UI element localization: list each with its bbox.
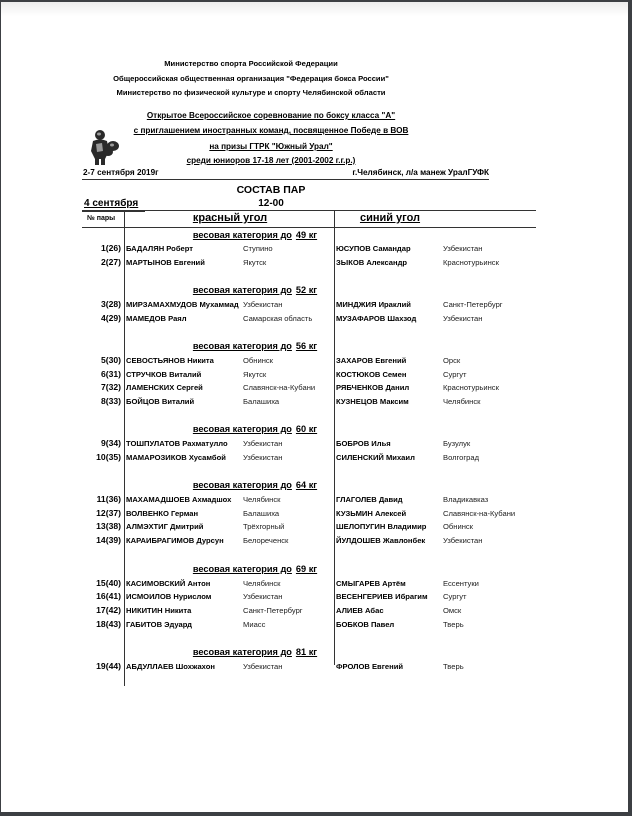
document-page	[1, 2, 628, 812]
blue-boxer-city: Сургут	[443, 592, 467, 601]
red-boxer-city: Миасс	[243, 620, 266, 629]
blue-boxer-city: Обнинск	[443, 522, 474, 531]
blue-boxer-name: СИЛЕНСКИЙ Михаил	[336, 453, 415, 462]
bout-number: 11(36)	[96, 494, 121, 504]
red-boxer-city: Узбекистан	[243, 300, 283, 309]
blue-boxer-city: Тверь	[443, 662, 464, 671]
red-boxer-name: БОЙЦОВ Виталий	[126, 397, 195, 406]
blue-boxer-city: Орск	[443, 356, 461, 365]
red-boxer-name: ЛАМЕНСКИХ Сергей	[126, 383, 203, 392]
title-line-4: среди юниоров 17-18 лет (2001-2002 г.г.р.)	[186, 156, 356, 165]
red-boxer-city: Трёхгорный	[243, 522, 285, 531]
blue-boxer-name: ЗАХАРОВ Евгений	[336, 356, 407, 365]
weight-category-60	[125, 424, 385, 434]
section-title: СОСТАВ ПАР	[236, 184, 306, 196]
title-line-3: на призы ГТРК "Южный Урал"	[209, 142, 333, 151]
blue-boxer-name: БОБКОВ Павел	[336, 620, 395, 629]
red-boxer-name: МИРЗАМАХМУДОВ Мухаммад	[126, 300, 239, 309]
category-weight: 52 кг	[295, 285, 318, 295]
blue-boxer-name: ГЛАГОЛЕВ Давид	[336, 495, 403, 504]
red-boxer-city: Самарская область	[243, 314, 313, 323]
blue-boxer-name: ФРОЛОВ Евгений	[336, 662, 404, 671]
red-boxer-name: АЛМЭХТИГ Дмитрий	[126, 522, 204, 531]
blue-boxer-name: КУЗЬМИН Алексей	[336, 509, 407, 518]
weight-category-56	[125, 341, 385, 351]
red-boxer-city: Санкт-Петербург	[243, 606, 303, 615]
header-divider	[82, 179, 489, 180]
bout-number: 10(35)	[96, 452, 121, 462]
red-boxer-city: Якутск	[243, 370, 267, 379]
bout-number: 14(39)	[96, 535, 121, 545]
red-boxer-city: Узбекистан	[243, 453, 283, 462]
bout-number: 9(34)	[100, 438, 121, 448]
red-boxer-name: КАРАИБРАГИМОВ Дурсун	[126, 536, 224, 545]
bout-number: 13(38)	[96, 521, 121, 531]
blue-boxer-city: Санкт-Петербург	[443, 300, 503, 309]
blue-boxer-name: ЮСУПОВ Самандар	[336, 244, 411, 253]
red-boxer-city: Челябинск	[243, 579, 281, 588]
red-boxer-name: МАРТЫНОВ Евгений	[126, 258, 205, 267]
bout-number: 12(37)	[96, 508, 121, 518]
red-boxer-city: Славянск-на-Кубани	[243, 383, 316, 392]
bout-number: 2(27)	[100, 257, 121, 267]
red-boxer-name: МАМЕДОВ Раял	[126, 314, 187, 323]
category-label: весовая категория до	[192, 341, 292, 351]
bout-number: 16(41)	[96, 591, 121, 601]
red-boxer-name: КАСИМОВСКИЙ Антон	[126, 579, 211, 588]
blue-boxer-name: ВЕСЕНГЕРИЕВ Ибрагим	[336, 592, 428, 601]
event-venue: г.Челябинск, л/а манеж УралГУФК	[352, 168, 489, 177]
blue-boxer-name: КУЗНЕЦОВ Максим	[336, 397, 409, 406]
blue-boxer-city: Сургут	[443, 370, 467, 379]
title-line-1: Открытое Всероссийское соревнование по боксу класса "А"	[146, 111, 396, 120]
bout-number: 17(42)	[96, 605, 121, 615]
weight-category-69	[125, 564, 385, 574]
blue-boxer-city: Тверь	[443, 620, 464, 629]
bout-number: 6(31)	[100, 369, 121, 379]
blue-boxer-city: Бузулук	[443, 439, 471, 448]
blue-boxer-city: Волгоград	[443, 453, 480, 462]
blue-boxer-city: Омск	[443, 606, 462, 615]
category-weight: 81 кг	[295, 647, 318, 657]
boxer-icon	[87, 129, 121, 165]
blue-boxer-city: Славянск-на-Кубани	[443, 509, 516, 518]
red-boxer-name: СТРУЧКОВ Виталий	[126, 370, 202, 379]
weight-category-49	[125, 230, 385, 240]
category-label: весовая категория до	[192, 424, 292, 434]
category-label: весовая категория до	[192, 647, 292, 657]
red-boxer-name: МАМАРОЗИКОВ Хусамбой	[126, 453, 226, 462]
blue-boxer-name: КОСТЮКОВ Семен	[336, 370, 407, 379]
column-header-number: № пары	[87, 215, 116, 222]
red-boxer-name: ВОЛВЕНКО Герман	[126, 509, 199, 518]
blue-boxer-city: Узбекистан	[443, 536, 483, 545]
blue-boxer-name: МУЗАФАРОВ Шахзод	[336, 314, 417, 323]
red-boxer-city: Белореченск	[243, 536, 289, 545]
category-weight: 49 кг	[295, 230, 318, 240]
red-boxer-city: Балашиха	[243, 509, 280, 518]
column-header-blue-corner: синий угол	[359, 212, 421, 224]
red-boxer-city: Балашиха	[243, 397, 280, 406]
blue-boxer-name: АЛИЕВ Абас	[336, 606, 384, 615]
category-weight: 56 кг	[295, 341, 318, 351]
bout-number: 1(26)	[100, 243, 121, 253]
blue-boxer-city: Узбекистан	[443, 314, 483, 323]
red-boxer-name: ГАБИТОВ Эдуард	[126, 620, 193, 629]
red-boxer-city: Узбекистан	[243, 592, 283, 601]
blue-boxer-city: Краснотурьинск	[443, 258, 499, 267]
blue-boxer-name: МИНДЖИЯ Ираклий	[336, 300, 411, 309]
blue-boxer-name: ЙУЛДОШЕВ Жавлонбек	[336, 536, 426, 545]
bout-number: 5(30)	[100, 355, 121, 365]
blue-boxer-city: Челябинск	[443, 397, 481, 406]
column-header-red-corner: красный угол	[192, 212, 268, 224]
red-boxer-name: ТОШПУЛАТОВ Рахматулло	[126, 439, 228, 448]
blue-boxer-city: Краснотурьинск	[443, 383, 499, 392]
red-boxer-city: Узбекистан	[243, 439, 283, 448]
red-boxer-name: БАДАЛЯН Роберт	[126, 244, 193, 253]
red-boxer-city: Якутск	[243, 258, 267, 267]
bout-number: 19(44)	[96, 661, 121, 671]
blue-boxer-city: Ессентуки	[443, 579, 479, 588]
red-boxer-city: Челябинск	[243, 495, 281, 504]
red-boxer-name: ИСМОИЛОВ Нурислом	[126, 592, 212, 601]
bout-number: 4(29)	[100, 313, 121, 323]
blue-boxer-name: ЗЫКОВ Александр	[336, 258, 408, 267]
bout-number: 7(32)	[100, 382, 121, 392]
blue-boxer-city: Узбекистан	[443, 244, 483, 253]
ministry-line-2: Общероссийская общественная организация "Федерация бокса России"	[113, 74, 389, 83]
red-boxer-city: Обнинск	[243, 356, 274, 365]
bout-number: 18(43)	[96, 619, 121, 629]
red-boxer-name: НИКИТИН Никита	[126, 606, 192, 615]
weight-category-52	[125, 285, 385, 295]
bout-number: 8(33)	[100, 396, 121, 406]
red-boxer-name: СЕВОСТЬЯНОВ Никита	[126, 356, 214, 365]
category-label: весовая категория до	[192, 230, 292, 240]
event-dates: 2-7 сентября 2019г	[83, 168, 159, 177]
blue-boxer-name: БОБРОВ Илья	[336, 439, 391, 448]
red-boxer-city: Узбекистан	[243, 662, 283, 671]
category-label: весовая категория до	[192, 480, 292, 490]
title-line-2: с приглашением иностранных команд, посвященное Победе в ВОВ	[133, 126, 409, 135]
weight-category-81	[125, 647, 385, 657]
category-weight: 60 кг	[295, 424, 318, 434]
blue-boxer-city: Владикавказ	[443, 495, 489, 504]
red-boxer-name: МАХАМАДШОЕВ Ахмадшох	[126, 495, 232, 504]
ministry-line-3: Министерство по физической культуре и спорту Челябинской области	[116, 88, 386, 97]
category-weight: 69 кг	[295, 564, 318, 574]
weight-category-64	[125, 480, 385, 490]
blue-boxer-name: ШЕЛОПУГИН Владимир	[336, 522, 427, 531]
page-top-shade	[1, 2, 628, 16]
bout-number: 3(28)	[100, 299, 121, 309]
red-boxer-name: АБДУЛЛАЕВ Шохжахон	[126, 662, 215, 671]
category-label: весовая категория до	[192, 285, 292, 295]
table-header-border	[82, 227, 536, 228]
ministry-line-1: Министерство спорта Российской Федерации	[164, 59, 338, 68]
section-day: 4 сентября	[84, 198, 139, 209]
red-boxer-city: Ступино	[243, 244, 273, 253]
section-time: 12-00	[258, 198, 284, 209]
blue-boxer-name: РЯБЧЕНКОВ Данил	[336, 383, 410, 392]
bout-number: 15(40)	[96, 578, 121, 588]
category-weight: 64 кг	[295, 480, 318, 490]
blue-boxer-name: СМЫГАРЕВ Артём	[336, 579, 406, 588]
category-label: весовая категория до	[192, 564, 292, 574]
